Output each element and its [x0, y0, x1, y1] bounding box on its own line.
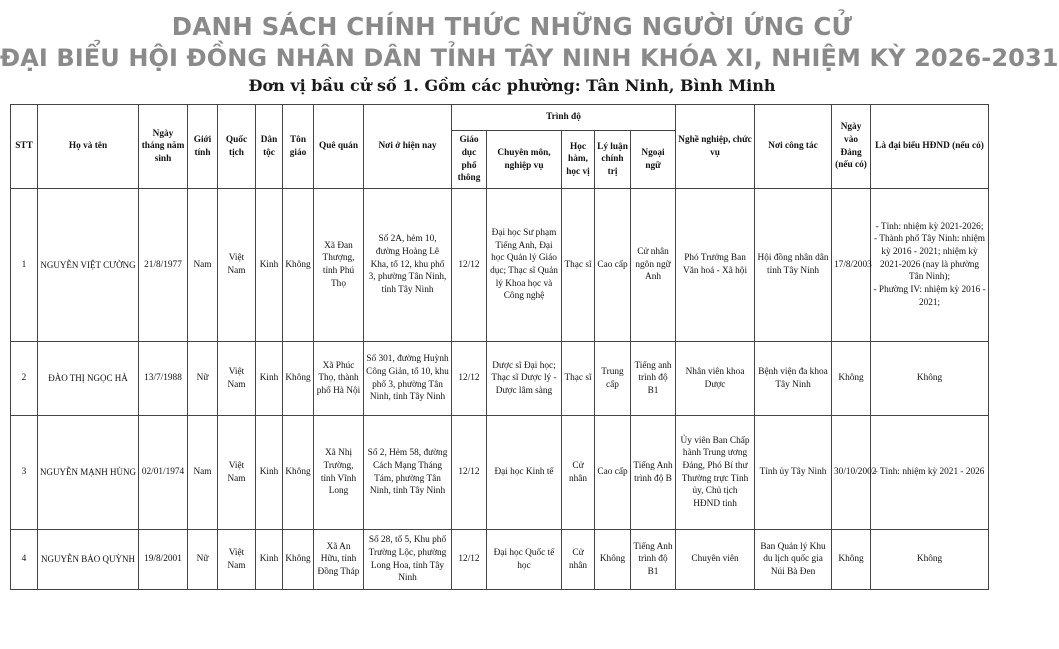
- cell-nationality: Việt Nam: [218, 530, 256, 590]
- cell-stt: 2: [11, 342, 38, 416]
- cell-specialty: Dược sĩ Đại học; Thạc sĩ Dược lý - Dược lâm sàng: [487, 342, 562, 416]
- cell-hometown: Xã An Hữu, tỉnh Đồng Tháp: [314, 530, 364, 590]
- header-occupation: Nghề nghiệp, chức vụ: [676, 105, 755, 189]
- cell-dob: 02/01/1974: [139, 416, 188, 530]
- cell-stt: 3: [11, 416, 38, 530]
- cell-name: NGUYỄN BẢO QUỲNH: [38, 530, 139, 590]
- cell-gender: Nam: [188, 189, 218, 342]
- header-political: Lý luận chính trị: [595, 131, 631, 189]
- cell-political: Cao cấp: [595, 416, 631, 530]
- cell-occupation: Nhân viên khoa Dược: [676, 342, 755, 416]
- cell-general-edu: 12/12: [452, 342, 487, 416]
- cell-gender: Nữ: [188, 530, 218, 590]
- cell-political: Không: [595, 530, 631, 590]
- header-specialty: Chuyên môn, nghiệp vụ: [487, 131, 562, 189]
- candidate-table: [10, 104, 989, 590]
- cell-dob: 21/8/1977: [139, 189, 188, 342]
- header-residence: Nơi ở hiện nay: [364, 105, 452, 189]
- cell-specialty: Đại học Kinh tế: [487, 416, 562, 530]
- cell-gender: Nam: [188, 416, 218, 530]
- cell-specialty: Đại học Quốc tế học: [487, 530, 562, 590]
- table-row: [11, 530, 989, 590]
- cell-political: Cao cấp: [595, 189, 631, 342]
- cell-stt: 1: [11, 189, 38, 342]
- cell-stt: 4: [11, 530, 38, 590]
- header-hometown: Quê quán: [314, 105, 364, 189]
- header-row-top: [11, 105, 989, 131]
- cell-hometown: Xã Nhị Trường, tỉnh Vĩnh Long: [314, 416, 364, 530]
- cell-party-date: 17/8/2003: [832, 189, 871, 342]
- cell-religion: Không: [283, 530, 314, 590]
- table-row: [11, 189, 989, 342]
- cell-language: Cử nhân ngôn ngữ Anh: [631, 189, 676, 342]
- document-subtitle: Đơn vị bầu cử số 1. Gồm các phường: Tân Ninh, Bình Minh: [248, 76, 776, 95]
- cell-general-edu: 12/12: [452, 189, 487, 342]
- cell-name: NGUYỄN MẠNH HÙNG: [38, 416, 139, 530]
- cell-degree: Cử nhân: [562, 416, 595, 530]
- header-stt: STT: [11, 105, 38, 189]
- cell-party-date: Không: [832, 530, 871, 590]
- cell-dob: 13/7/1988: [139, 342, 188, 416]
- cell-hometown: Xã Đan Thượng, tỉnh Phú Thọ: [314, 189, 364, 342]
- cell-language: Tiếng anh trình độ B1: [631, 342, 676, 416]
- cell-workplace: Bệnh viện đa khoa Tây Ninh: [755, 342, 832, 416]
- cell-ethnicity: Kinh: [256, 342, 283, 416]
- cell-party-date: Không: [832, 342, 871, 416]
- cell-degree: Cử nhân: [562, 530, 595, 590]
- header-name: Họ và tên: [38, 105, 139, 189]
- header-dob: Ngày tháng năm sinh: [139, 105, 188, 189]
- cell-residence: Số 2A, hẻm 10, đường Hoàng Lê Kha, tổ 12, khu phố 3, phường Tân Ninh, tỉnh Tây Ninh: [364, 189, 452, 342]
- cell-religion: Không: [283, 342, 314, 416]
- header-council: Là đại biểu HĐND (nếu có): [871, 105, 989, 189]
- cell-general-edu: 12/12: [452, 416, 487, 530]
- cell-nationality: Việt Nam: [218, 416, 256, 530]
- cell-hometown: Xã Phúc Thọ, thành phố Hà Nội: [314, 342, 364, 416]
- cell-occupation: Ủy viên Ban Chấp hành Trung ương Đảng, Phó Bí thư Thường trực Tỉnh ủy, Chủ tịch HĐND tỉnh: [676, 416, 755, 530]
- cell-ethnicity: Kinh: [256, 416, 283, 530]
- header-gender: Giới tính: [188, 105, 218, 189]
- header-workplace: Nơi công tác: [755, 105, 832, 189]
- cell-residence: Số 301, đường Huỳnh Công Giản, tổ 10, khu phố 3, phường Tân Ninh, tỉnh Tây Ninh: [364, 342, 452, 416]
- document-title-line2: ĐẠI BIỂU HỘI ĐỒNG NHÂN DÂN TỈNH TÂY NINH KHÓA XI, NHIỆM KỲ 2026-2031: [0, 44, 1059, 72]
- cell-specialty: Đại học Sư phạm Tiếng Anh, Đại học Quản lý Giáo dục; Thạc sĩ Quản lý Khoa học và Công nghệ: [487, 189, 562, 342]
- document-title-line1: DANH SÁCH CHÍNH THỨC NHỮNG NGƯỜI ỨNG CỬ: [171, 12, 853, 41]
- header-degree: Học hàm, học vị: [562, 131, 595, 189]
- cell-workplace: Ban Quản lý Khu du lịch quốc gia Núi Bà Đen: [755, 530, 832, 590]
- cell-religion: Không: [283, 416, 314, 530]
- cell-party-date: 30/10/2002: [832, 416, 871, 530]
- cell-council: - Tỉnh: nhiệm kỳ 2021 - 2026: [871, 416, 989, 530]
- cell-residence: Số 2, Hẻm 58, đường Cách Mạng Tháng Tám, phường Tân Ninh, tỉnh Tây Ninh: [364, 416, 452, 530]
- cell-general-edu: 12/12: [452, 530, 487, 590]
- cell-council: Không: [871, 530, 989, 590]
- cell-occupation: Phó Trưởng Ban Văn hoá - Xã hội: [676, 189, 755, 342]
- cell-council: Không: [871, 342, 989, 416]
- cell-workplace: Tỉnh ủy Tây Ninh: [755, 416, 832, 530]
- cell-political: Trung cấp: [595, 342, 631, 416]
- table-row: [11, 342, 989, 416]
- cell-degree: Thạc sĩ: [562, 342, 595, 416]
- cell-language: Tiếng Anh trình độ B: [631, 416, 676, 530]
- cell-council: - Tỉnh: nhiệm kỳ 2021-2026; - Thành phố Tây Ninh: nhiệm kỳ 2016 - 2021; nhiệm kỳ 2021-2026 (nay là phường Tân Ninh); - Phường IV: nhiệm kỳ 2016 - 2021;: [871, 189, 989, 342]
- cell-religion: Không: [283, 189, 314, 342]
- header-nationality: Quốc tịch: [218, 105, 256, 189]
- table-row: [11, 416, 989, 530]
- cell-nationality: Việt Nam: [218, 189, 256, 342]
- header-religion: Tôn giáo: [283, 105, 314, 189]
- header-party-date: Ngày vào Đảng (nếu có): [832, 105, 871, 189]
- cell-dob: 19/8/2001: [139, 530, 188, 590]
- cell-ethnicity: Kinh: [256, 530, 283, 590]
- cell-occupation: Chuyên viên: [676, 530, 755, 590]
- cell-residence: Số 28, tổ 5, Khu phố Trường Lộc, phường Long Hoa, tỉnh Tây Ninh: [364, 530, 452, 590]
- cell-gender: Nữ: [188, 342, 218, 416]
- cell-workplace: Hội đồng nhân dân tỉnh Tây Ninh: [755, 189, 832, 342]
- cell-name: ĐÀO THỊ NGỌC HÀ: [38, 342, 139, 416]
- header-education-group: Trình độ: [452, 105, 676, 131]
- cell-degree: Thạc sĩ: [562, 189, 595, 342]
- header-ethnicity: Dân tộc: [256, 105, 283, 189]
- cell-nationality: Việt Nam: [218, 342, 256, 416]
- cell-language: Tiếng Anh trình độ B1: [631, 530, 676, 590]
- header-language: Ngoại ngữ: [631, 131, 676, 189]
- cell-ethnicity: Kinh: [256, 189, 283, 342]
- cell-name: NGUYỄN VIỆT CƯỜNG: [38, 189, 139, 342]
- header-general-edu: Giáo dục phổ thông: [452, 131, 487, 189]
